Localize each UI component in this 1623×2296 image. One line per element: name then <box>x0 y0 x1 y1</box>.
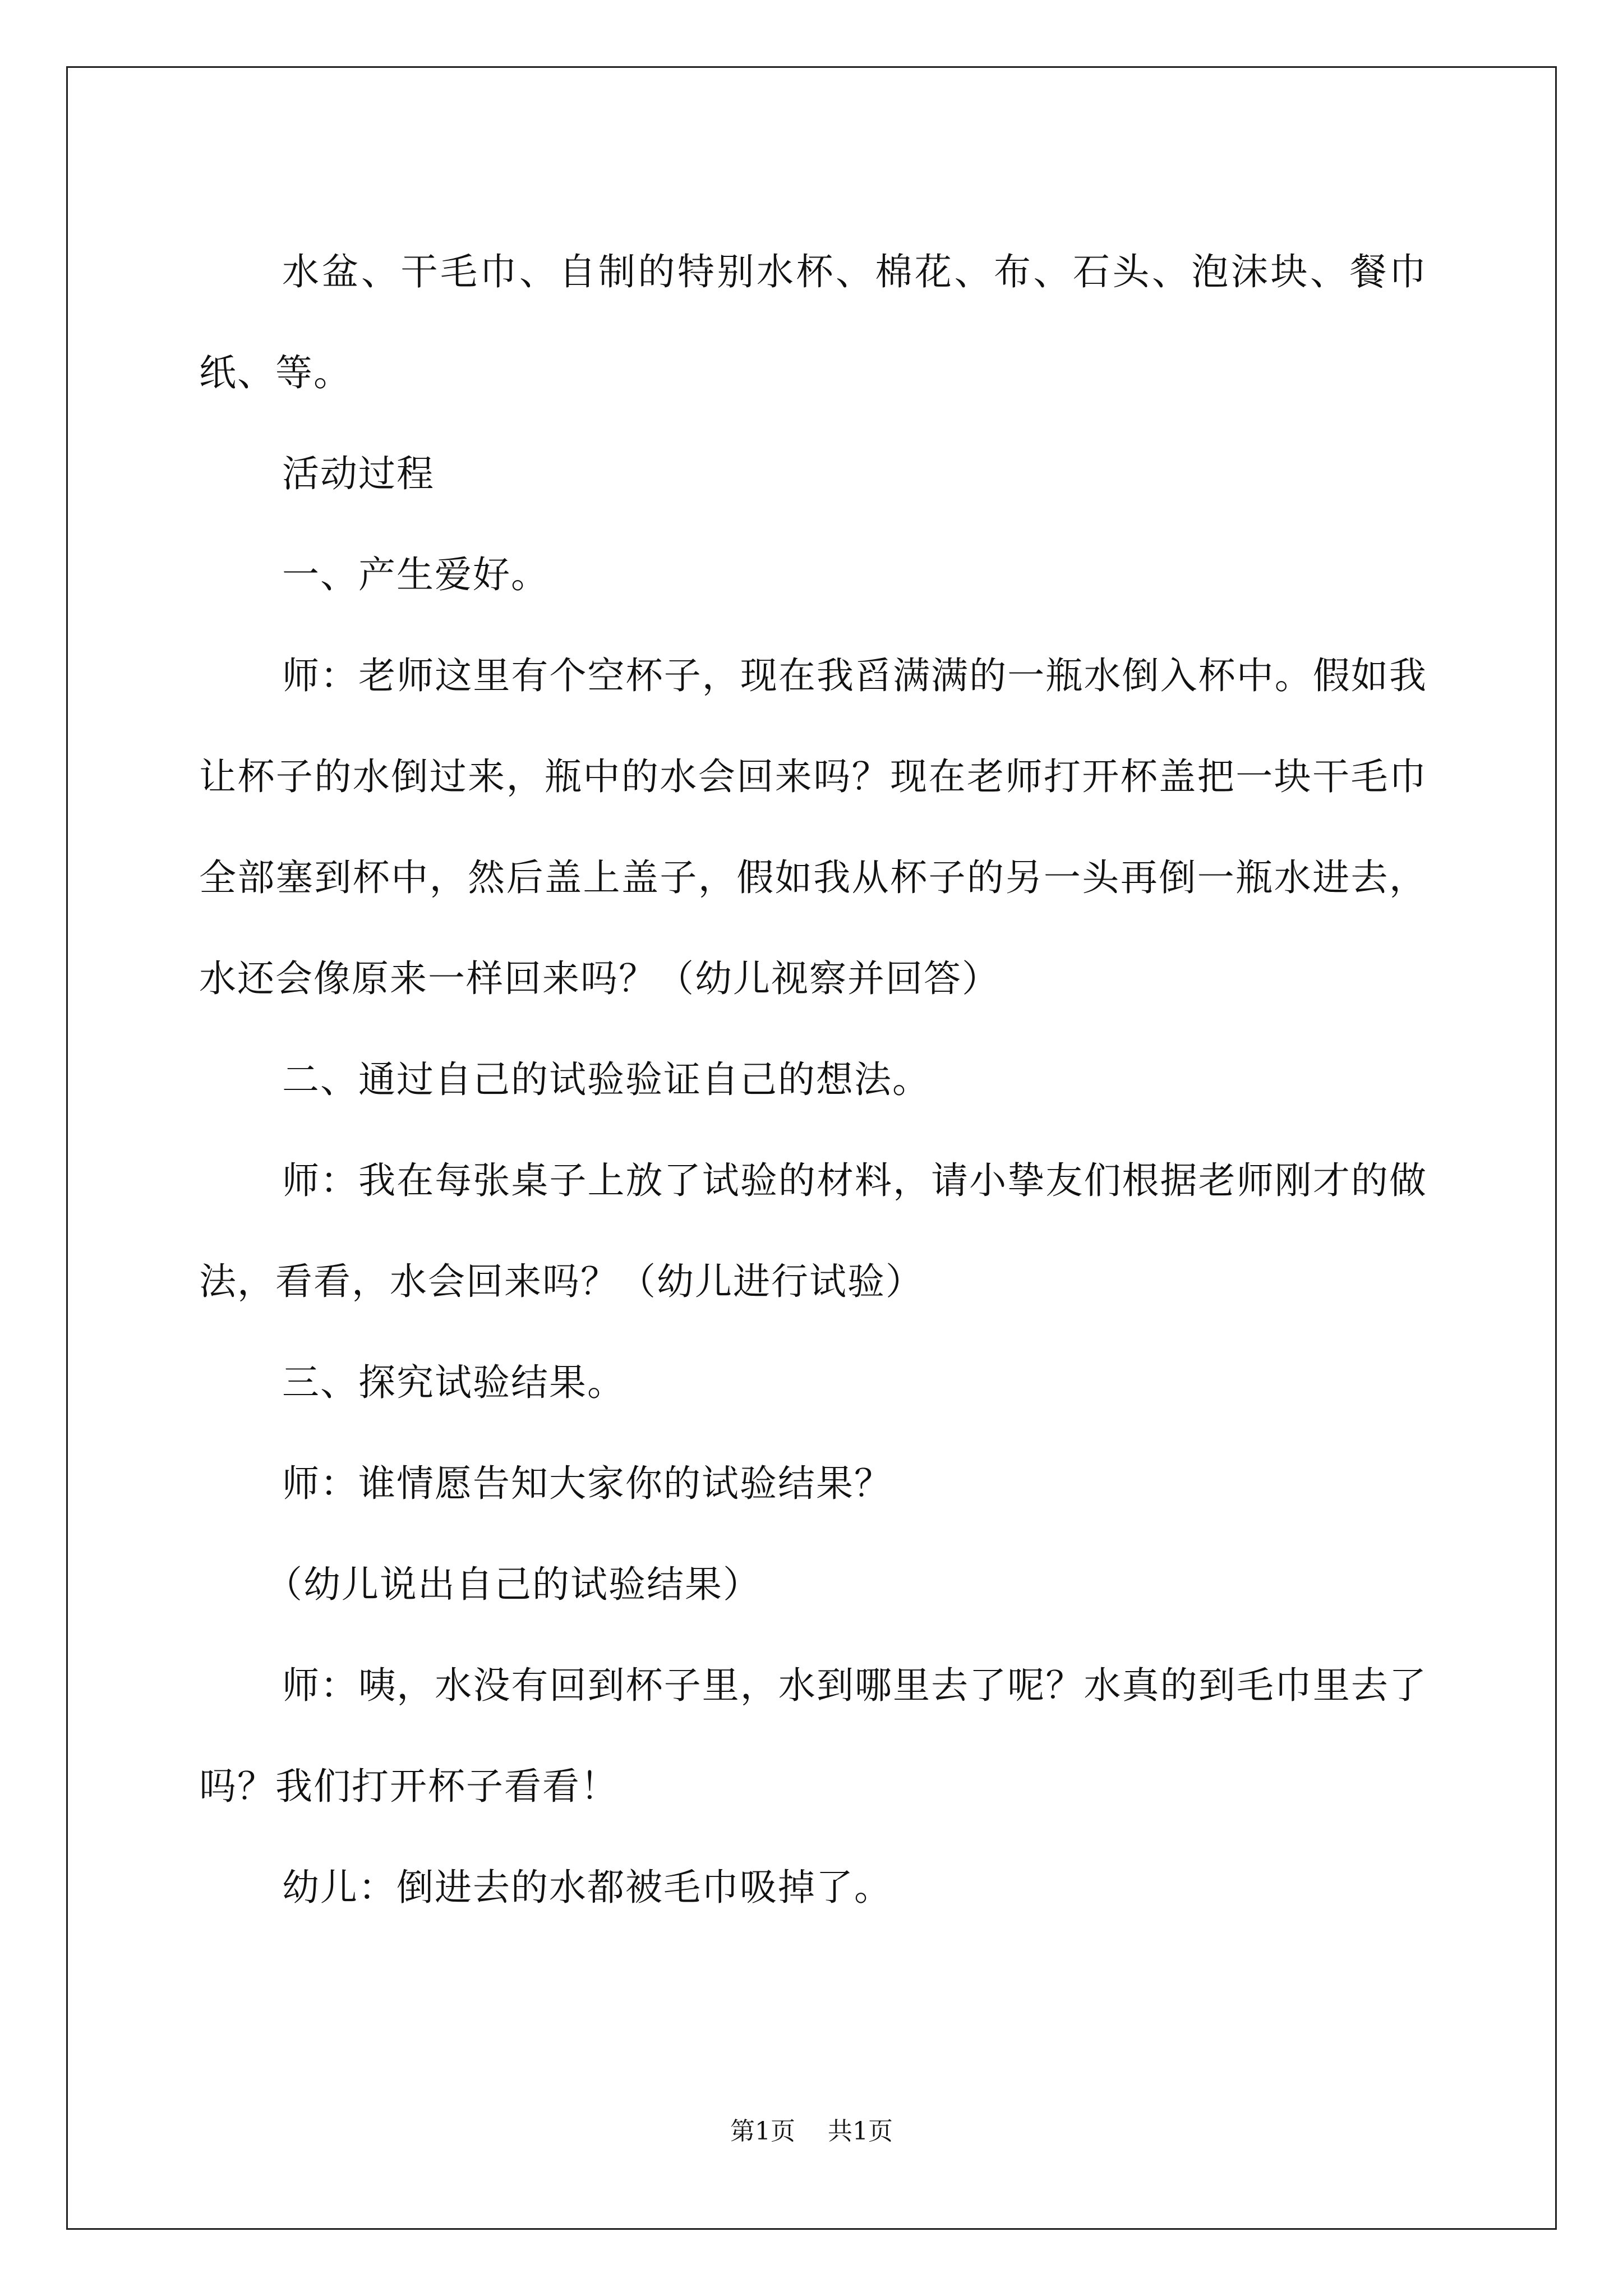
heading-step-three: 三、探究试验结果。 <box>282 1361 625 1404</box>
heading-step-one: 一、产生爱好。 <box>282 553 549 596</box>
paragraph-materials: 水盆、干毛巾、自制的特别水杯、棉花、布、石头、泡沫块、餐巾纸、等。 <box>199 250 1427 394</box>
page-number-total: 共1页 <box>828 2117 893 2146</box>
paragraph-children-conclusion: 幼儿：倒进去的水都被毛巾吸掉了。 <box>282 1866 892 1909</box>
paragraph-teacher-question: 师：谁情愿告知大家你的试验结果？ <box>282 1462 892 1505</box>
paragraph-teacher-materials: 师：我在每张桌子上放了试验的材料，请小挚友们根据老师刚才的做法，看看，水会回来吗？（幼儿进行试验） <box>199 1159 1427 1303</box>
document-body <box>199 222 1427 1938</box>
paragraph-teacher-intro: 师：老师这里有个空杯子，现在我舀满满的一瓶水倒入杯中。假如我让杯子的水倒过来，瓶中的水会回来吗？现在老师打开杯盖把一块干毛巾全部塞到杯中，然后盖上盖子，假如我从杯子的另一头再倒一瓶水进去，水还会像原来一样回来吗？（幼儿视察并回答） <box>199 654 1427 1000</box>
paragraph-children-answer: （幼儿说出自己的试验结果） <box>265 1563 761 1606</box>
heading-activity-process: 活动过程 <box>282 452 435 495</box>
page-number-current: 第1页 <box>730 2117 795 2146</box>
page-footer <box>0 2115 1623 2148</box>
paragraph-teacher-followup: 师：咦，水没有回到杯子里，水到哪里去了呢？水真的到毛巾里去了吗？我们打开杯子看看！ <box>199 1664 1427 1808</box>
heading-step-two: 二、通过自己的试验验证自己的想法。 <box>282 1058 930 1101</box>
